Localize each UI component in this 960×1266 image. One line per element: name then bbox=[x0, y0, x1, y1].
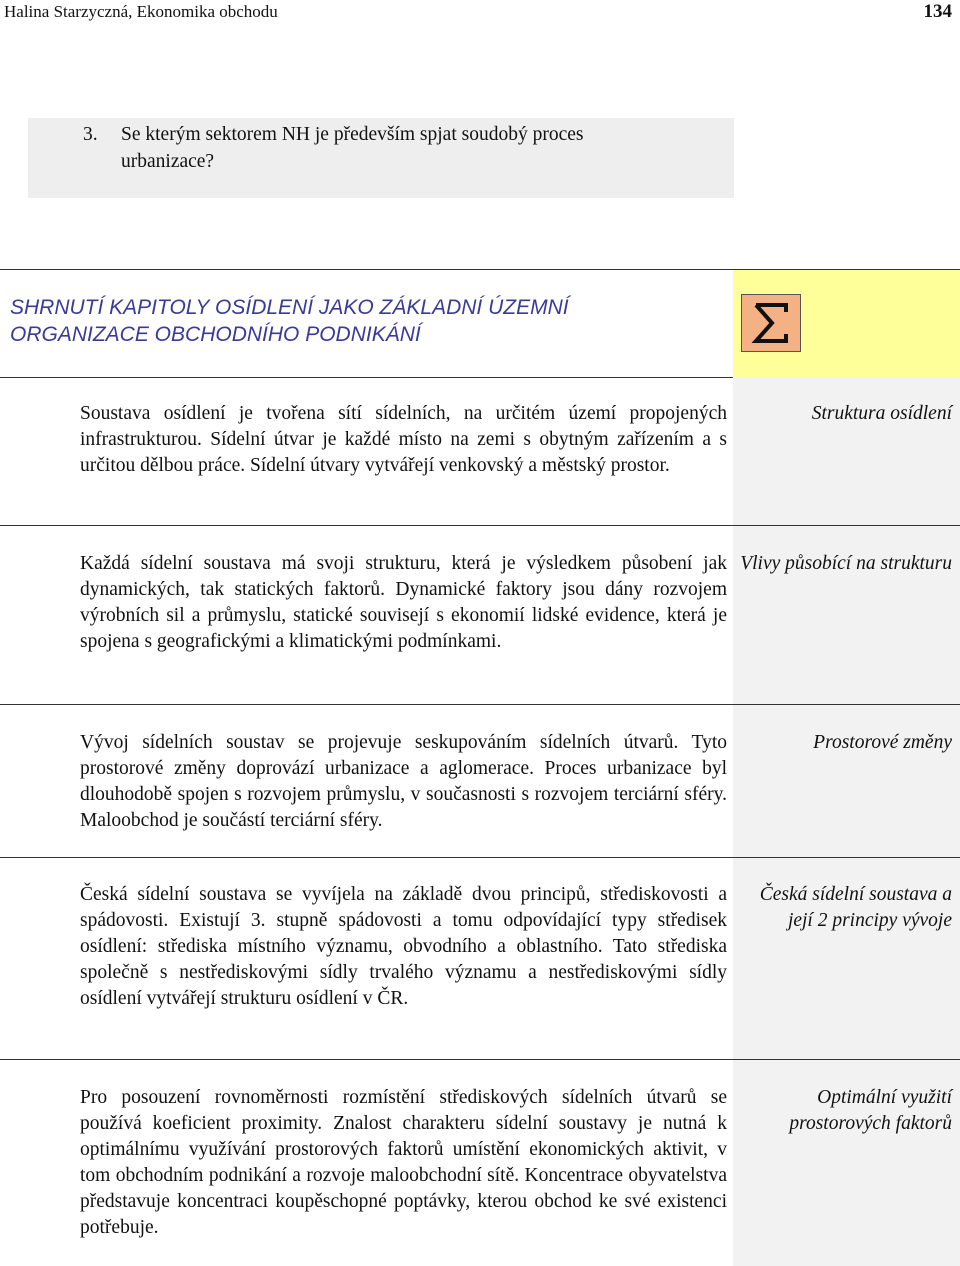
section-row bbox=[0, 377, 960, 526]
section-text: Každá sídelní soustava má svoji strukturu, která je výsledkem působení jak dynamických, tak statických faktorů. Dynamické faktory jsou dány rozvojem výrobních sil a průmyslu, statické souvisejí s ekonomií lidské evidence, která je spojena s geografickými a klimatickými podmínkami. bbox=[80, 553, 727, 652]
summary-side-panel bbox=[733, 270, 960, 377]
question-box bbox=[28, 118, 734, 198]
margin-note: Prostorové změny bbox=[813, 732, 952, 753]
chapter-summary-title: SHRNUTÍ KAPITOLY OSÍDLENÍ JAKO ZÁKLADNÍ ÚZEMNÍ ORGANIZACE OBCHODNÍHO PODNIKÁNÍ bbox=[10, 296, 569, 346]
question-text: Se kterým sektorem NH je především spjat soudobý proces urbanizace? bbox=[121, 124, 584, 172]
question-number: 3. bbox=[83, 124, 98, 145]
margin-column bbox=[733, 377, 960, 525]
margin-note: Struktura osídlení bbox=[811, 403, 952, 424]
section-text: Soustava osídlení je tvořena sítí sídelních, na určitém území propojených infrastrukturou. Sídelní útvar je každé místo na zemi s obytným zařízením a s určitou dělbou práce. Sídelní útvary vytvářejí venkovský a městský prostor. bbox=[80, 403, 727, 476]
header-author: Halina Starzyczná, Ekonomika obchodu bbox=[4, 2, 278, 21]
margin-note: Optimální využití prostorových faktorů bbox=[789, 1087, 952, 1134]
section-text: Vývoj sídelních soustav se projevuje seskupováním sídelních útvarů. Tyto prostorové změny doprovází urbanizace a aglomerace. Proces urbanizace byl dlouhodobě spojen s rozvojem průmyslu, v současnosti s rozvojem terciární sféry. Maloobchod je součástí terciární sféry. bbox=[80, 732, 727, 831]
section-text: Česká sídelní soustava se vyvíjela na základě dvou principů, střediskovosti a spádovosti. Existují 3. stupně spádovosti a tomu odpovídající typy středisek osídlení: střediska místního významu, obvodního a oblastního. Tato střediska společně s nestřediskovými sídly trvalého významu a nestřediskovými sídly osídlení vytvářejí strukturu osídlení v ČR. bbox=[80, 884, 727, 1009]
section-row bbox=[0, 705, 960, 858]
section-text: Pro posouzení rovnoměrnosti rozmístění střediskových sídelních útvarů se používá koeficient proximity. Znalost charakteru sídelní soustavy je nutná k optimálnímu využívání prostorových faktorů umístění ekonomických aktivit, v tom obchodním podnikání a rozvoje maloobchodní sítě. Koncentrace obyvatelstva představuje koncentraci koupěschopné poptávky, kterou obchod ke své existenci potřebuje. bbox=[80, 1087, 727, 1238]
page-number: 134 bbox=[923, 1, 952, 22]
section-row bbox=[0, 858, 960, 1060]
sigma-icon bbox=[741, 294, 801, 352]
margin-note: Vlivy působící na strukturu bbox=[740, 553, 952, 574]
chapter-summary-bar bbox=[0, 269, 960, 378]
section-row bbox=[0, 526, 960, 705]
margin-note: Česká sídelní soustava a její 2 principy vývoje bbox=[759, 884, 952, 931]
margin-column bbox=[733, 705, 960, 857]
section-row bbox=[0, 1060, 960, 1266]
